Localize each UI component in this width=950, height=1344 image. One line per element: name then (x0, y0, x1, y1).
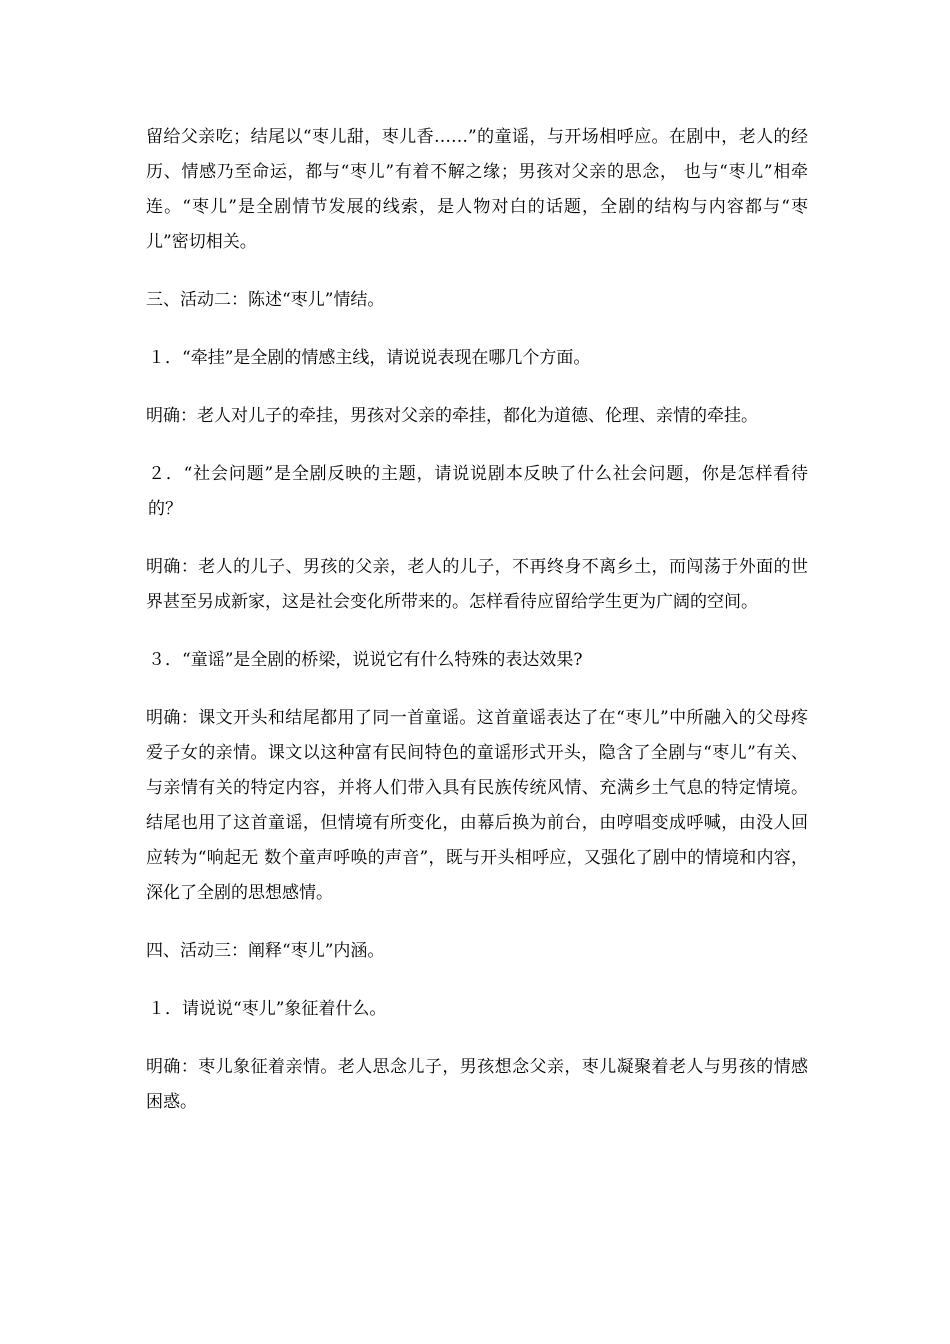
question-2-social-issue: ２．“社会问题”是全剧反映的主题，请说说剧本反映了什么社会问题，你是怎样看待的？ (148, 464, 808, 519)
answer-1-symbolism: 明确：枣儿象征着亲情。老人思念儿子，男孩想念父亲，枣儿凝聚着老人与男孩的情感困惑。 (146, 1057, 808, 1112)
section-heading-activity-two: 三、活动二：陈述“枣儿”情结。 (146, 290, 385, 310)
document-page (146, 120, 808, 1143)
answer-2-social-issue: 明确：老人的儿子、男孩的父亲，老人的儿子，不再终身不离乡土，而闯荡于外面的世界甚至另成新家，这是社会变化所带来的。怎样看待应留给学生更为广阔的空间。 (146, 557, 808, 612)
answer-1-attachment: 明确：老人对儿子的牵挂，男孩对父亲的牵挂，都化为道德、伦理、亲情的牵挂。 (146, 406, 758, 426)
question-3-nursery-rhyme: ３．“童谣”是全剧的桥梁，说说它有什么特殊的表达效果? (148, 650, 583, 670)
section-heading-activity-three: 四、活动三：阐释“枣儿”内涵。 (146, 941, 385, 961)
question-1-attachment: １．“牵挂”是全剧的情感主线，请说说表现在哪几个方面。 (148, 348, 591, 368)
paragraph-zaoer-thread: 留给父亲吃；结尾以“枣儿甜，枣儿香……”的童谣，与开场相呼应。在剧中，老人的经历、情感乃至命运，都与“枣儿”有着不解之缘；男孩对父亲的思念， 也与“枣儿”相牵连。“枣儿”是全剧情节发展的线索，是人物对白的话题，全剧的结构与内容都与“枣儿”密切相关。 (146, 127, 808, 252)
answer-3-nursery-rhyme: 明确：课文开头和结尾都用了同一首童谣。这首童谣表达了在“枣儿”中所融入的父母疼爱子女的亲情。课文以这种富有民间特色的童谣形式开头，隐含了全剧与“枣儿”有关、与亲情有关的特定内容，并将人们带入具有民族传统风情、充满乡土气息的特定情境。结尾也用了这首童谣，但情境有所变化，由幕后换为前台，由哼唱变成呼喊，由没人回应转为“响起无 数个童声呼唤的声音”，既与开头相呼应，又强化了剧中的情境和内容，深化了全剧的思想感情。 (146, 708, 808, 903)
question-1-symbolism: １．请说说“枣儿”象征着什么。 (148, 999, 387, 1019)
